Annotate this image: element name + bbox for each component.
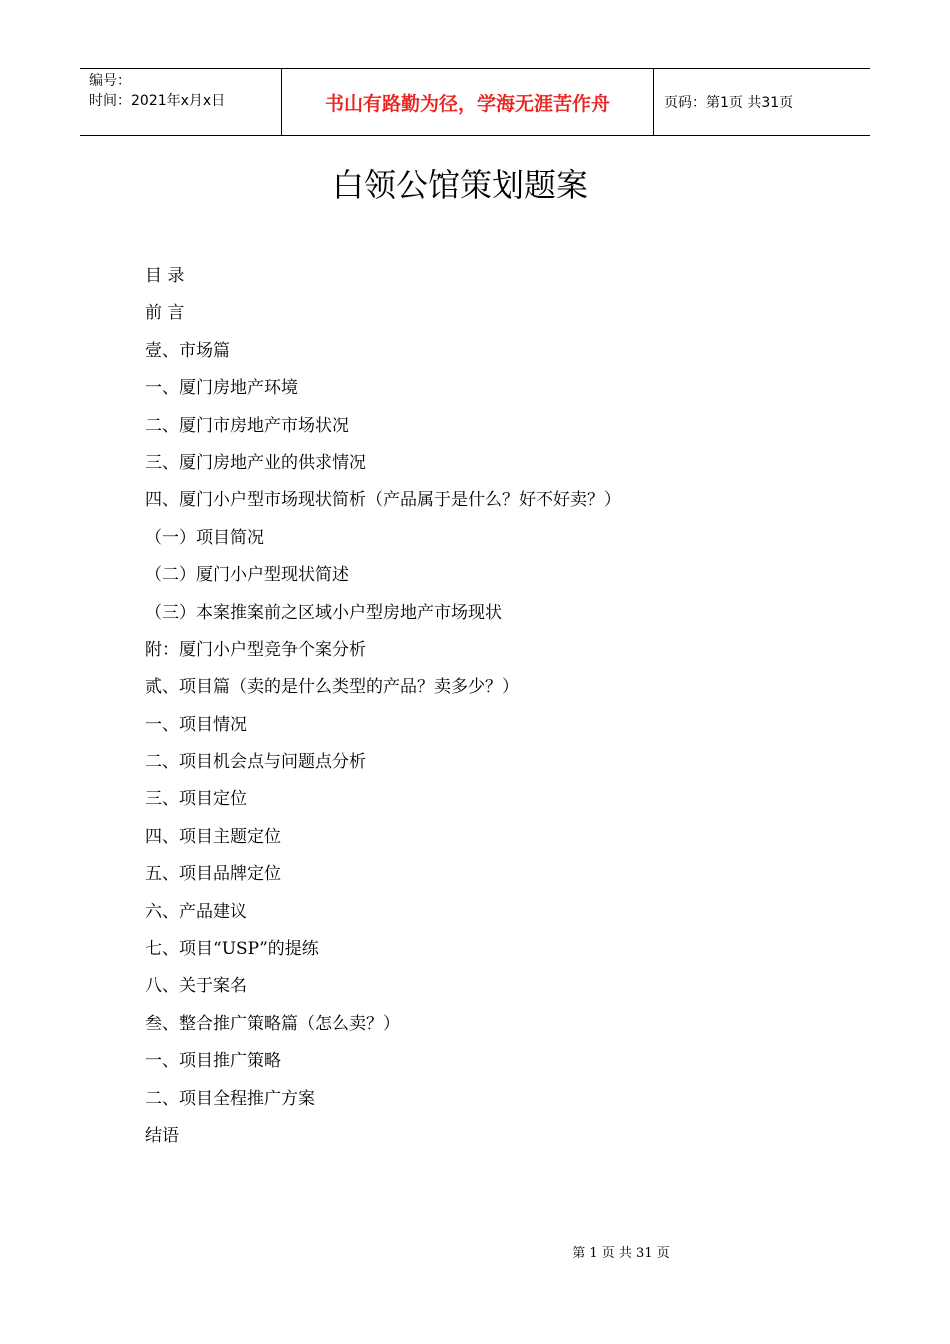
document-header xyxy=(80,68,870,136)
toc-item: 三、厦门房地产业的供求情况 xyxy=(145,452,366,473)
toc-item: （一）项目简况 xyxy=(145,527,264,548)
document-title: 白领公馆策划题案 xyxy=(331,166,588,204)
header-page-code: 页码：第1页 共31页 xyxy=(664,95,794,111)
toc-item: 七、项目“USP”的提练 xyxy=(145,939,319,960)
table-of-contents xyxy=(145,258,621,1155)
toc-item: 结语 xyxy=(145,1125,179,1146)
toc-item: 二、厦门市房地产市场状况 xyxy=(145,415,349,436)
toc-item: 附：厦门小户型竞争个案分析 xyxy=(145,639,366,660)
toc-item: （二）厦门小户型现状简述 xyxy=(145,565,349,586)
header-motto-cell xyxy=(281,69,654,135)
toc-item: 一、厦门房地产环境 xyxy=(145,378,298,399)
toc-item: 一、项目推广策略 xyxy=(145,1051,281,1072)
toc-item: （三）本案推案前之区域小户型房地产市场现状 xyxy=(145,602,502,623)
toc-item: 三、项目定位 xyxy=(145,789,247,810)
toc-item: 叁、整合推广策略篇（怎么卖？） xyxy=(145,1013,400,1034)
toc-item: 目 录 xyxy=(145,266,185,286)
toc-item: 贰、项目篇（卖的是什么类型的产品？卖多少？） xyxy=(145,677,519,698)
toc-item: 四、厦门小户型市场现状简析（产品属于是什么？好不好卖？） xyxy=(145,490,621,511)
toc-item: 五、项目品牌定位 xyxy=(145,864,281,885)
toc-item: 前 言 xyxy=(145,303,185,324)
toc-item: 二、项目全程推广方案 xyxy=(145,1088,315,1109)
toc-item: 一、项目情况 xyxy=(145,714,247,735)
document-number-label: 编号： xyxy=(89,73,131,89)
header-page-cell xyxy=(654,69,870,135)
header-motto: 书山有路勤为径，学海无涯苦作舟 xyxy=(324,93,610,115)
header-meta-cell xyxy=(80,69,281,135)
page-footer: 第 1 页 共 31 页 xyxy=(572,1246,670,1261)
toc-item: 壹、市场篇 xyxy=(145,340,230,361)
toc-item: 二、项目机会点与问题点分析 xyxy=(145,752,366,773)
toc-item: 四、项目主题定位 xyxy=(145,826,281,847)
document-time-label: 时间：2021年x月x日 xyxy=(89,93,226,109)
toc-item: 八、关于案名 xyxy=(145,976,247,997)
toc-item: 六、产品建议 xyxy=(145,901,247,922)
